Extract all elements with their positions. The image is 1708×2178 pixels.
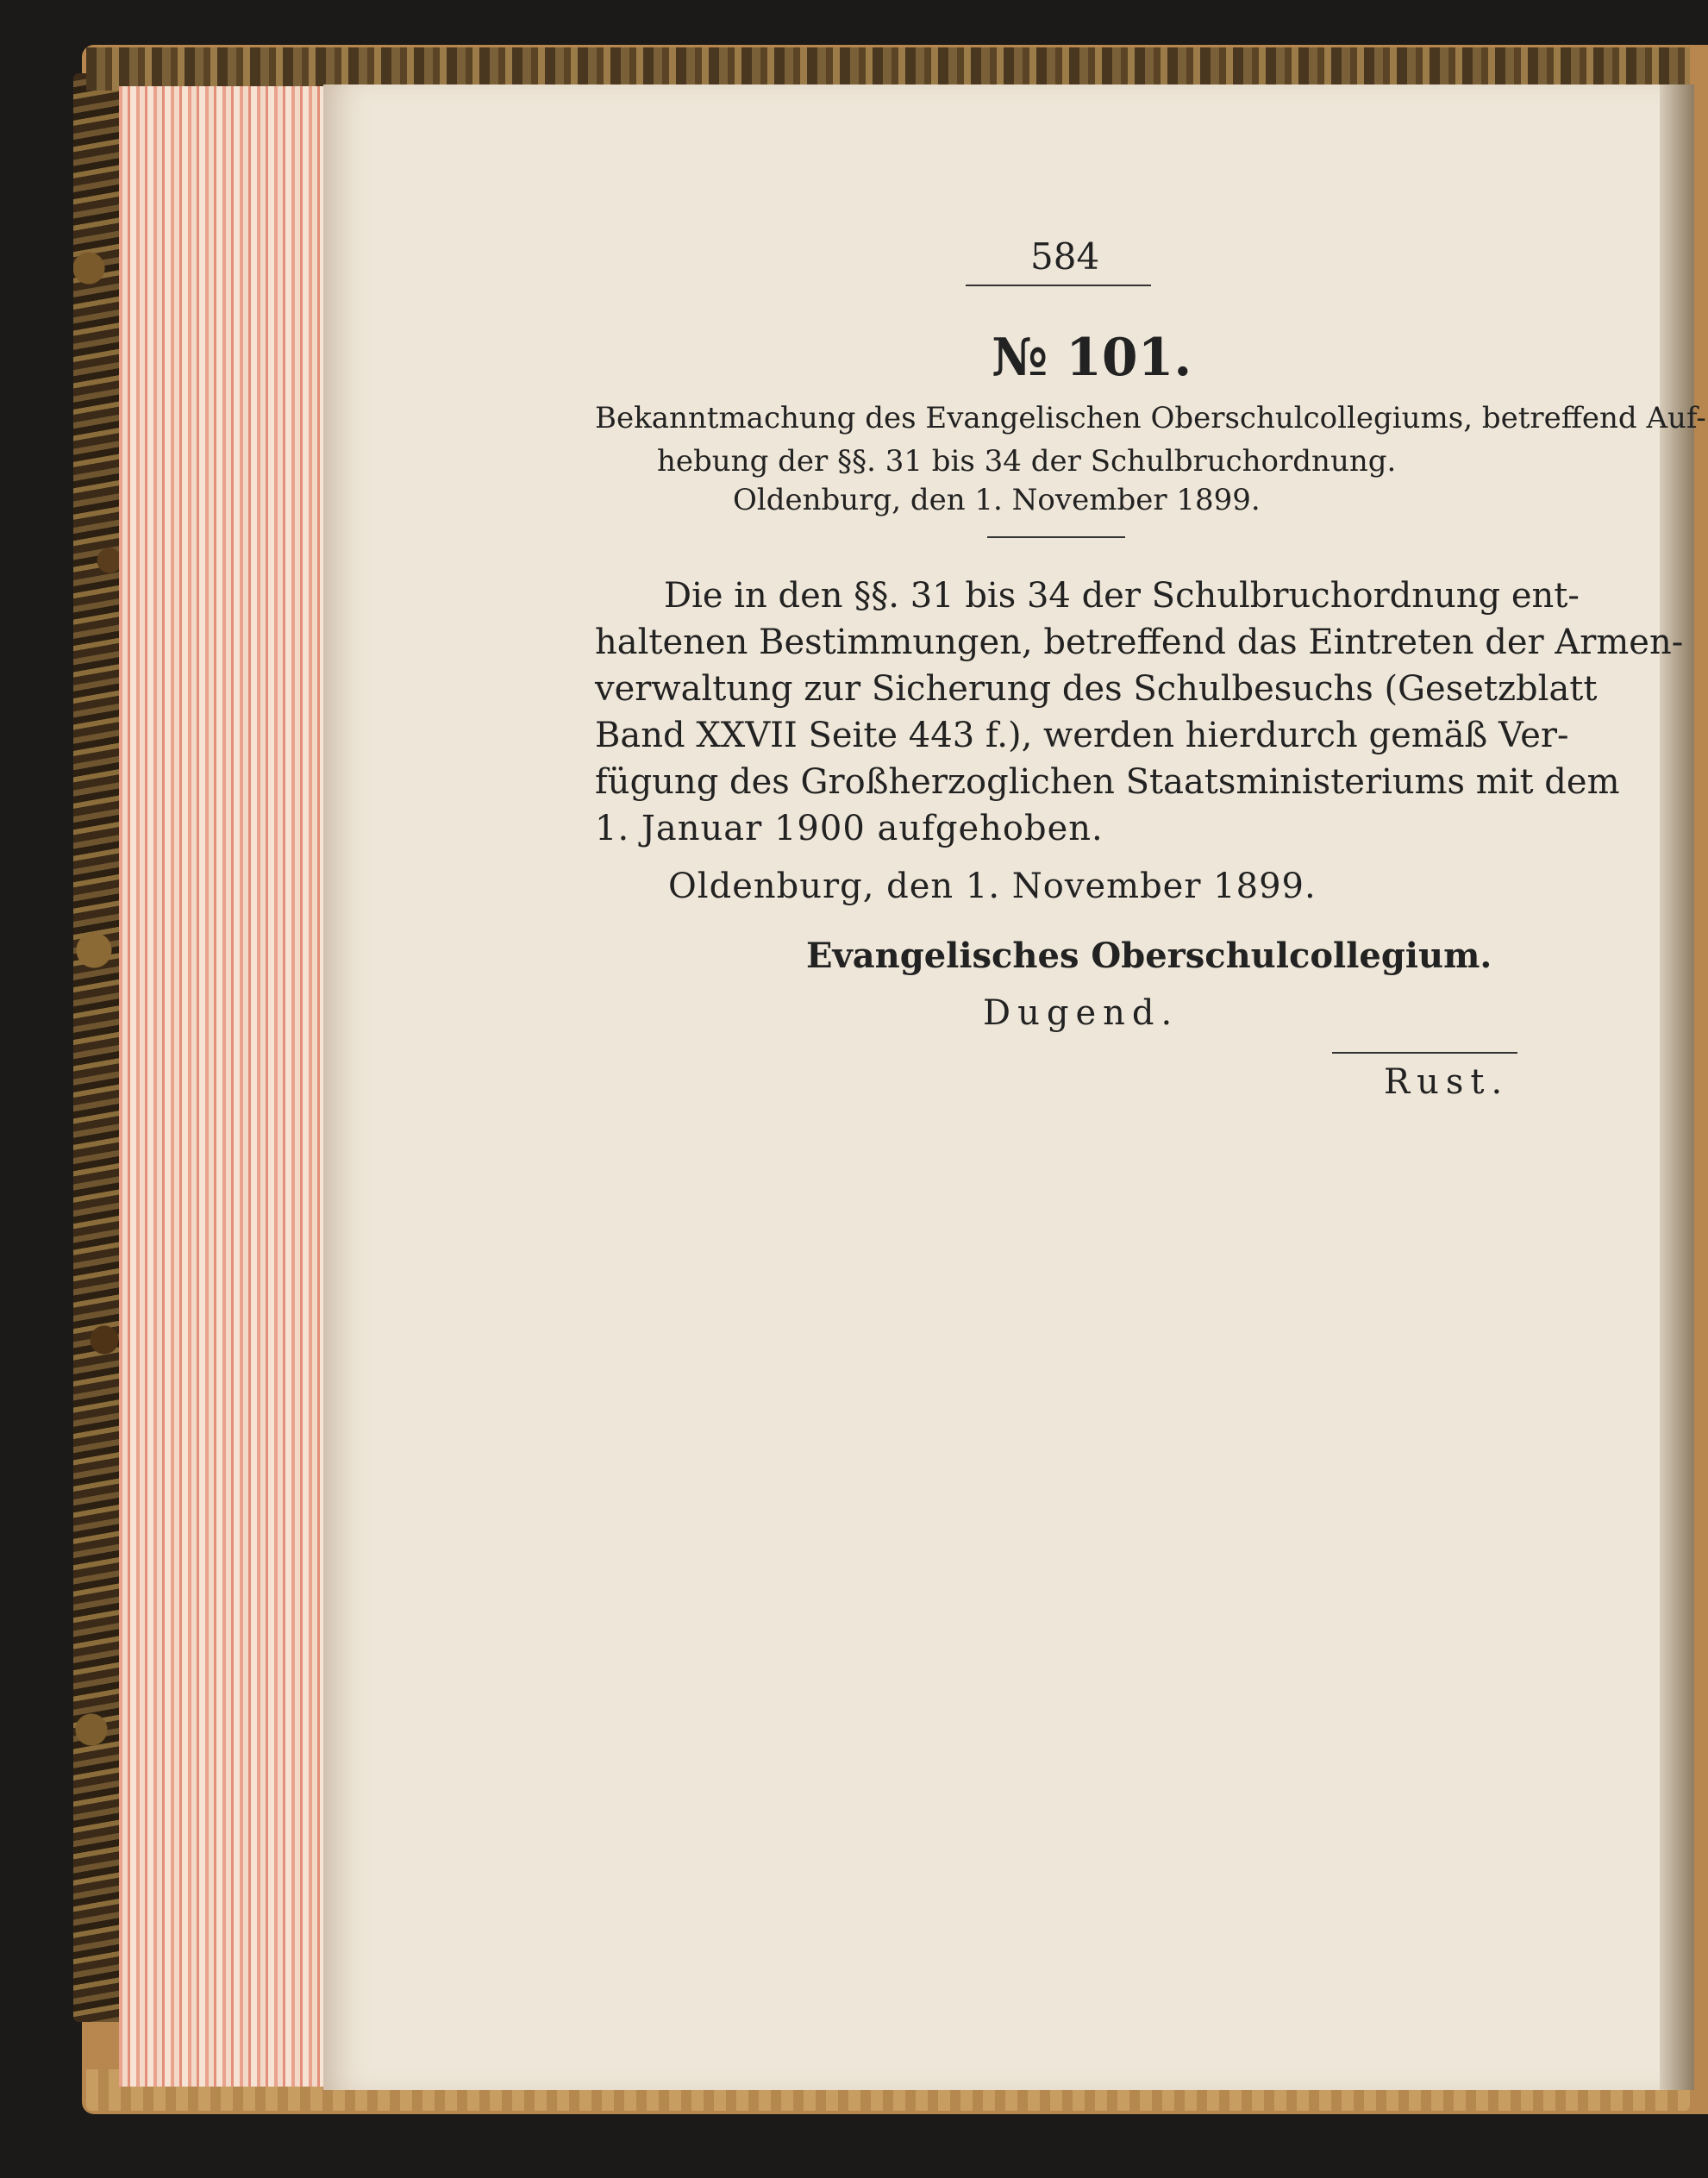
body-line-4: Band XXVII Seite 443 f.), werden hierdurch gemäß Ver- [595,716,1569,755]
heading-line-1: Bekanntmachung des Evangelischen Oberschulcollegiums, betreffend Auf- [595,401,1706,435]
signature-countersigner: Rust. [1384,1062,1510,1102]
document-number: № 101. [992,328,1192,388]
page-number-rule [966,285,1151,286]
body-line-2: haltenen Bestimmungen, betreffend das Eintreten der Armen- [595,623,1684,662]
heading-line-2: hebung der §§. 31 bis 34 der Schulbruchordnung. [657,444,1397,479]
heading-line-3: Oldenburg, den 1. November 1899. [733,483,1261,517]
signature-authority: Evangelisches Oberschulcollegium. [806,936,1492,976]
body-line-3: verwaltung zur Sicherung des Schulbesuchs (Gesetzblatt [595,669,1598,709]
body-line-5: fügung des Großherzoglichen Staatsministeriums mit dem [595,762,1620,802]
body-line-6: 1. Januar 1900 aufgehoben. [595,809,1104,848]
heading-divider [987,536,1125,538]
signature-divider [1332,1052,1517,1054]
page-number: 584 [1030,235,1100,278]
body-line-1: Die in den §§. 31 bis 34 der Schulbruchordnung ent- [664,576,1580,616]
signature-signer: Dugend. [983,993,1179,1033]
place-date: Oldenburg, den 1. November 1899. [668,867,1317,906]
